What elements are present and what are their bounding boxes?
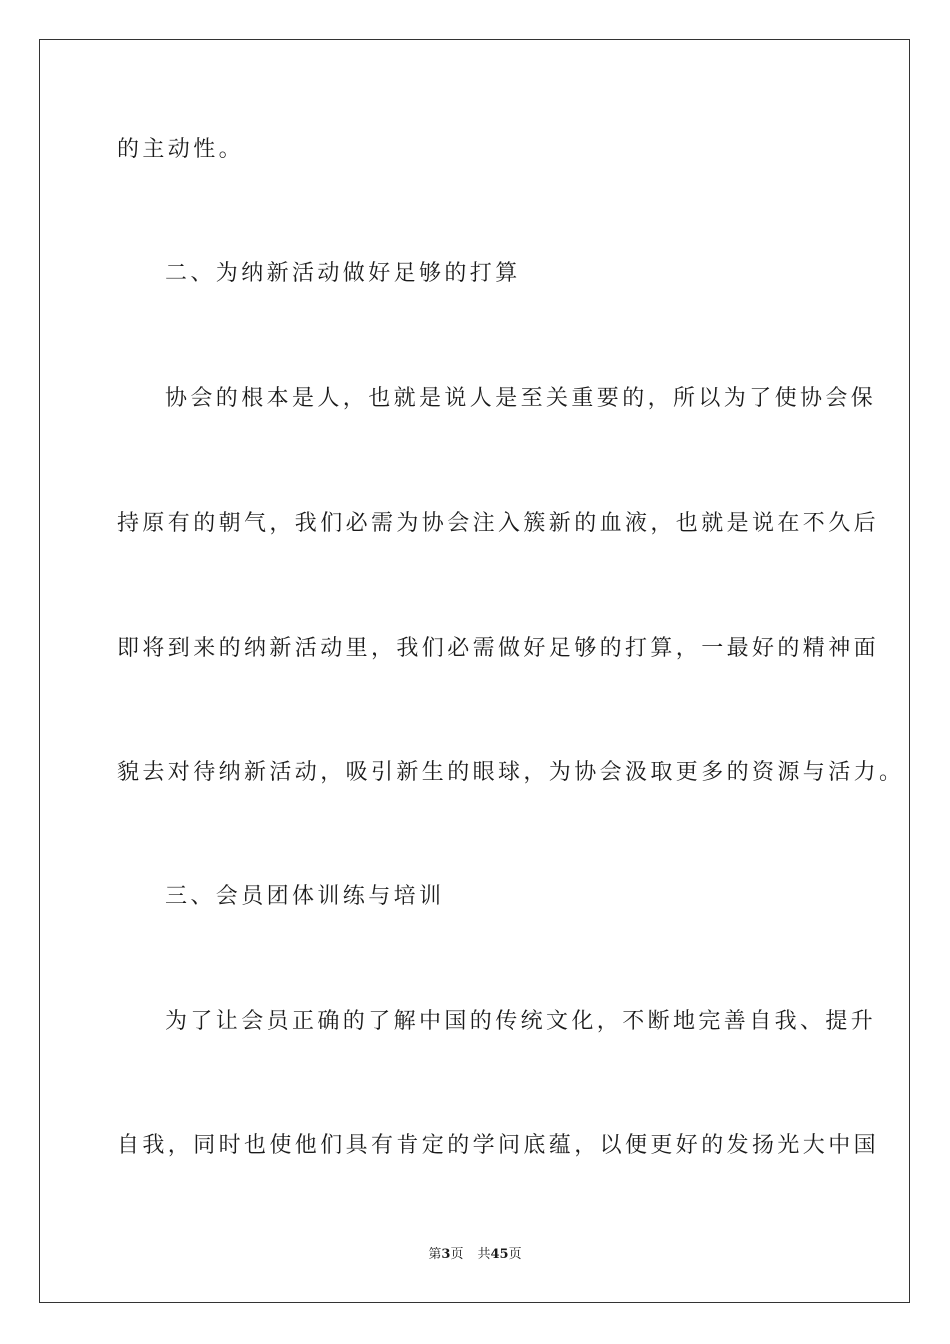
paragraph-line-2: 协会的根本是人，也就是说人是至关重要的，所以为了使协会保 <box>165 386 877 411</box>
paragraph-line-1: 的主动性。 <box>117 137 245 162</box>
footer-total-unit: 页 <box>508 1247 522 1262</box>
page-footer <box>0 1246 950 1264</box>
footer-page-number: 3 <box>441 1247 451 1262</box>
footer-total-pages: 45 <box>490 1247 509 1262</box>
section-heading-2: 二、为纳新活动做好足够的打算 <box>165 261 521 286</box>
paragraph-line-4: 即将到来的纳新活动里，我们必需做好足够的打算，一最好的精神面 <box>117 636 880 661</box>
footer-total-prefix: 共 <box>477 1247 491 1262</box>
footer-page-unit: 页 <box>450 1247 464 1262</box>
paragraph-line-7: 自我，同时也使他们具有肯定的学问底蕴，以便更好的发扬光大中国 <box>117 1133 880 1158</box>
section-heading-3: 三、会员团体训练与培训 <box>165 884 445 909</box>
paragraph-line-5: 貌去对待纳新活动，吸引新生的眼球，为协会汲取更多的资源与活力。 <box>117 760 905 785</box>
paragraph-line-3: 持原有的朝气，我们必需为协会注入簇新的血液，也就是说在不久后 <box>117 511 880 536</box>
paragraph-line-6: 为了让会员正确的了解中国的传统文化，不断地完善自我、提升 <box>165 1009 877 1034</box>
page-border <box>39 39 910 1303</box>
footer-page-prefix: 第 <box>428 1247 442 1262</box>
